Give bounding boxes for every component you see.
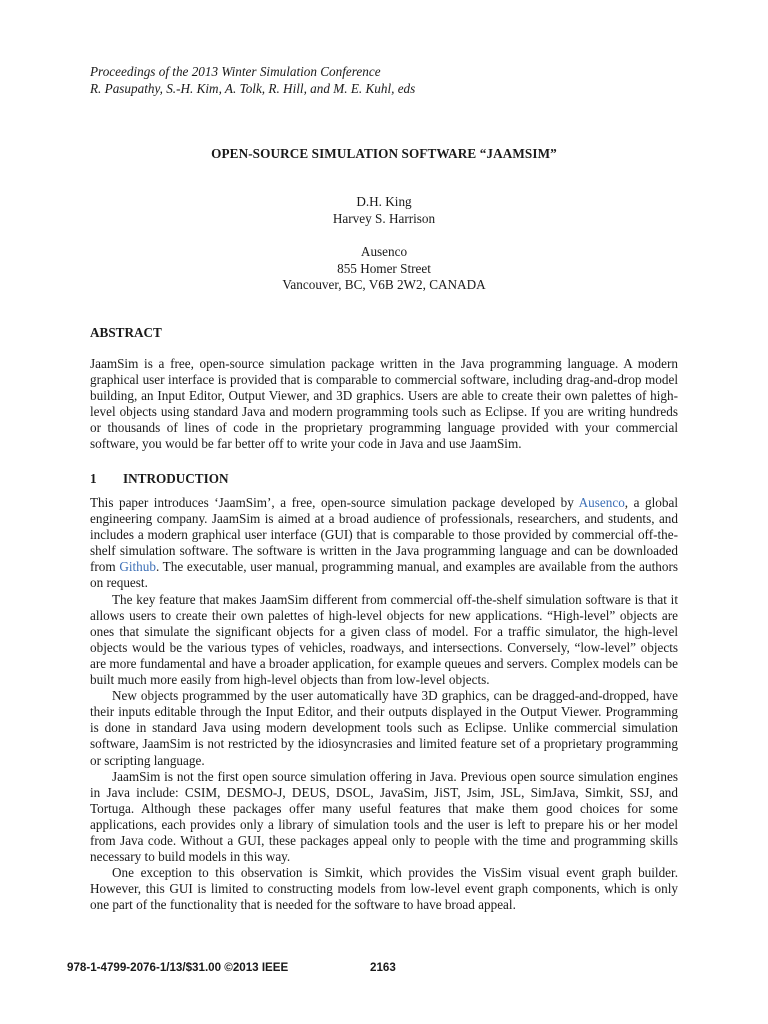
github-link[interactable]: Github	[119, 559, 156, 575]
text-run: This paper introduces ‘JaamSim’, a free, open-source simulation package developed by	[90, 495, 579, 510]
affiliation-line: 855 Homer Street	[337, 260, 431, 276]
intro-paragraph-2: The key feature that makes JaamSim different from commercial off-the-shelf simulation software is that it allows users to create their own palettes of high-level objects for new applications. “High-level” objects are ones that simulate the significant objects for a given class of model. For a traffic simulator, the high-level objects would be the various types of vehicles, roadways, and intersections. Conversely, “low-level” objects are more fundamental and have a broader application, for example queues and servers. Complex models can be built much more easily from high-level objects than from low-level objects.	[90, 591, 678, 688]
section-number: 1	[90, 471, 97, 486]
intro-paragraph-5: One exception to this observation is Simkit, which provides the VisSim visual event graph builder. However, this GUI is limited to constructing models from low-level event graph components, which is only one part of the functionality that is needed for the software to have broad appeal.	[90, 865, 678, 913]
author-list	[0, 194, 768, 227]
author-name: Harvey S. Harrison	[332, 210, 436, 226]
author-name: D.H. King	[356, 194, 412, 209]
page-number: 2163	[370, 961, 396, 974]
affiliation-line: Vancouver, BC, V6B 2W2, CANADA	[282, 277, 486, 292]
ausenco-link[interactable]: Ausenco	[578, 495, 625, 510]
intro-paragraph-1	[90, 495, 678, 592]
affiliation-block	[0, 244, 768, 294]
introduction-heading	[90, 471, 229, 487]
text-run: , a global engineering company. JaamSim is aimed at a broad audience of professionals, researchers, and students, and includes a modern graphical user interface (GUI) that is comparable to those provided by commercial off-the-shelf simulation software. The software is written in the Java programming language and can be downloaded from	[90, 495, 678, 575]
section-title: INTRODUCTION	[123, 471, 229, 486]
abstract-heading: ABSTRACT	[90, 325, 162, 340]
proceedings-editors: R. Pasupathy, S.-H. Kim, A. Tolk, R. Hill, and M. E. Kuhl, eds	[90, 80, 416, 96]
paper-title: OPEN-SOURCE SIMULATION SOFTWARE “JAAMSIM”	[211, 146, 557, 161]
text-run: . The executable, user manual, programming manual, and examples are available from the authors on request.	[90, 559, 678, 591]
introduction-body	[90, 495, 678, 913]
proceedings-header	[90, 64, 415, 97]
proceedings-title: Proceedings of the 2013 Winter Simulation Conference	[90, 64, 381, 79]
intro-paragraph-3: New objects programmed by the user automatically have 3D graphics, can be dragged-and-dropped, have their inputs editable through the Input Editor, and their outputs displayed in the Output Viewer. Programming is done in standard Java using modern development tools such as Eclipse. Unlike commercial simulation software, JaamSim is not restricted by the idiosyncrasies and limited feature set of a proprietary programming or scripting language.	[90, 688, 678, 768]
abstract-text: JaamSim is a free, open-source simulation package written in the Java programming language. A modern graphical user interface is provided that is comparable to commercial software, including drag-and-drop model building, an Input Editor, Output Viewer, and 3D graphics. Users are able to create their own palettes of high-level objects using standard Java and modern programming tools such as Eclipse. If you are writing hundreds or thousands of lines of code in the proprietary programming language provided with your commercial software, you would be far better off to write your code in Java and use JaamSim.	[90, 356, 678, 452]
intro-paragraph-4: JaamSim is not the first open source simulation offering in Java. Previous open source simulation engines in Java include: CSIM, DESMO-J, DEUS, DSOL, JavaSim, JiST, Jsim, JSL, SimJava, Simkit, SSJ, and Tortuga. Although these packages offer many useful features that make them good choices for some applications, each provides only a library of simulation tools and the user is left to prepare his or her model from Java code. Without a GUI, these packages appeal only to people with the time and programming skills necessary to build models in this way.	[90, 768, 678, 865]
footer-copyright: 978-1-4799-2076-1/13/$31.00 ©2013 IEEE	[67, 961, 289, 974]
affiliation-line: Ausenco	[360, 244, 408, 259]
